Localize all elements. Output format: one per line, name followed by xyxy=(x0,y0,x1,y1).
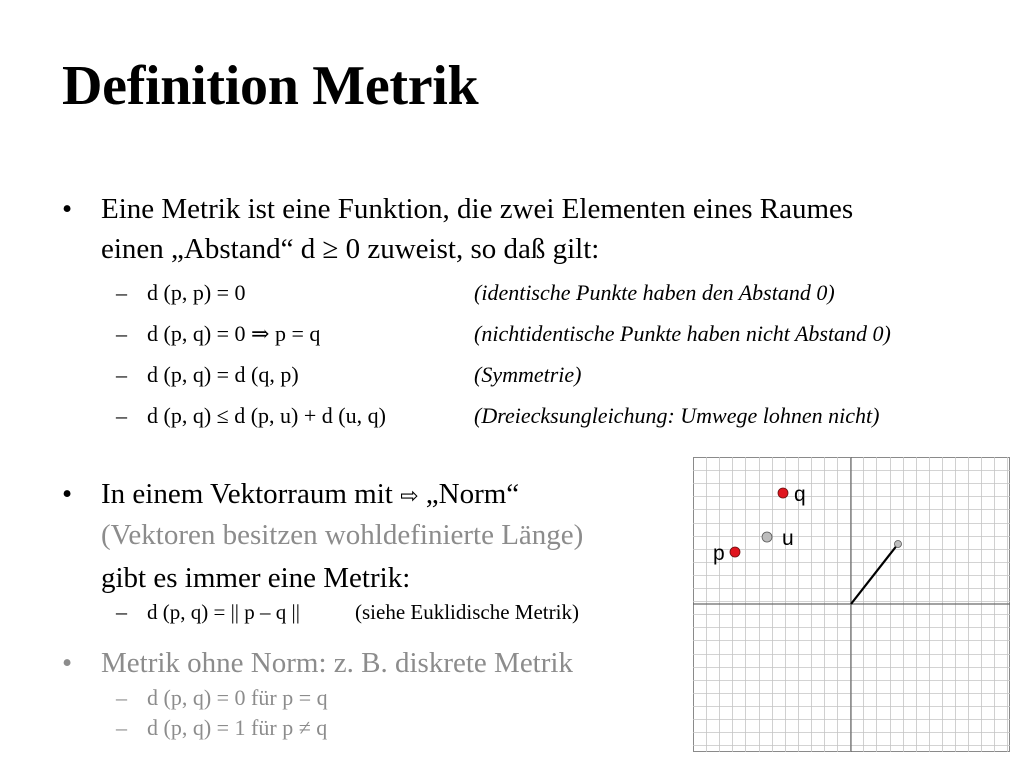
norm-term: „Norm“ xyxy=(418,478,520,510)
bullet-line-2: (Vektoren besitzen wohldefinierte Länge) xyxy=(101,519,584,551)
axiom-note: (Symmetrie) xyxy=(474,362,582,387)
axiom-formula: d (p, q) = 0 ⇒ p = q xyxy=(147,321,321,346)
bullet-dot: • xyxy=(62,478,73,510)
label-u: u xyxy=(782,527,794,550)
arrow-icon: ⇨ xyxy=(400,484,419,509)
label-p: p xyxy=(713,542,725,565)
bullet-line-2: einen „Abstand“ d ≥ 0 zuweist, so daß gilt: xyxy=(101,233,600,265)
norm-prefix: In einem Vektorraum mit xyxy=(101,478,401,510)
axiom-note: (identische Punkte haben den Abstand 0) xyxy=(474,280,835,305)
norm-metric-formula: d (p, q) = || p – q || xyxy=(147,600,300,624)
axiom-note: (nichtidentische Punkte haben nicht Abstand 0) xyxy=(474,321,891,346)
point-u xyxy=(762,532,772,542)
sub-dash: – xyxy=(116,715,127,740)
bullet-line-3: gibt es immer eine Metrik: xyxy=(101,562,411,594)
axiom-formula: d (p, q) ≤ d (p, u) + d (u, q) xyxy=(147,403,386,428)
sub-dash: – xyxy=(116,280,127,305)
sub-dash: – xyxy=(116,685,127,710)
vector-endpoint xyxy=(895,541,902,548)
axiom-note: (Dreiecksungleichung: Umwege lohnen nicht) xyxy=(474,403,880,428)
coordinate-grid-diagram xyxy=(693,457,1010,752)
sub-dash: – xyxy=(116,403,127,428)
discrete-metric-formula: d (p, q) = 0 für p = q xyxy=(147,685,328,710)
discrete-metric-formula: d (p, q) = 1 für p ≠ q xyxy=(147,715,328,740)
bullet-dot: • xyxy=(62,647,73,679)
bullet-dot: • xyxy=(62,193,73,225)
point-p xyxy=(730,547,740,557)
axiom-formula: d (p, q) = d (q, p) xyxy=(147,362,299,387)
label-q: q xyxy=(794,483,806,506)
slide-title: Definition Metrik xyxy=(62,55,479,117)
bullet-line-1: Eine Metrik ist eine Funktion, die zwei Elementen eines Raumes xyxy=(101,193,854,225)
sub-dash: – xyxy=(116,599,127,624)
point-q xyxy=(778,488,788,498)
sub-dash: – xyxy=(116,321,127,346)
bullet-line-1 xyxy=(101,474,519,517)
sub-dash: – xyxy=(116,362,127,387)
norm-metric-note: (siehe Euklidische Metrik) xyxy=(355,600,579,624)
bullet-line-1: Metrik ohne Norm: z. B. diskrete Metrik xyxy=(101,647,573,679)
axiom-formula: d (p, p) = 0 xyxy=(147,280,246,305)
